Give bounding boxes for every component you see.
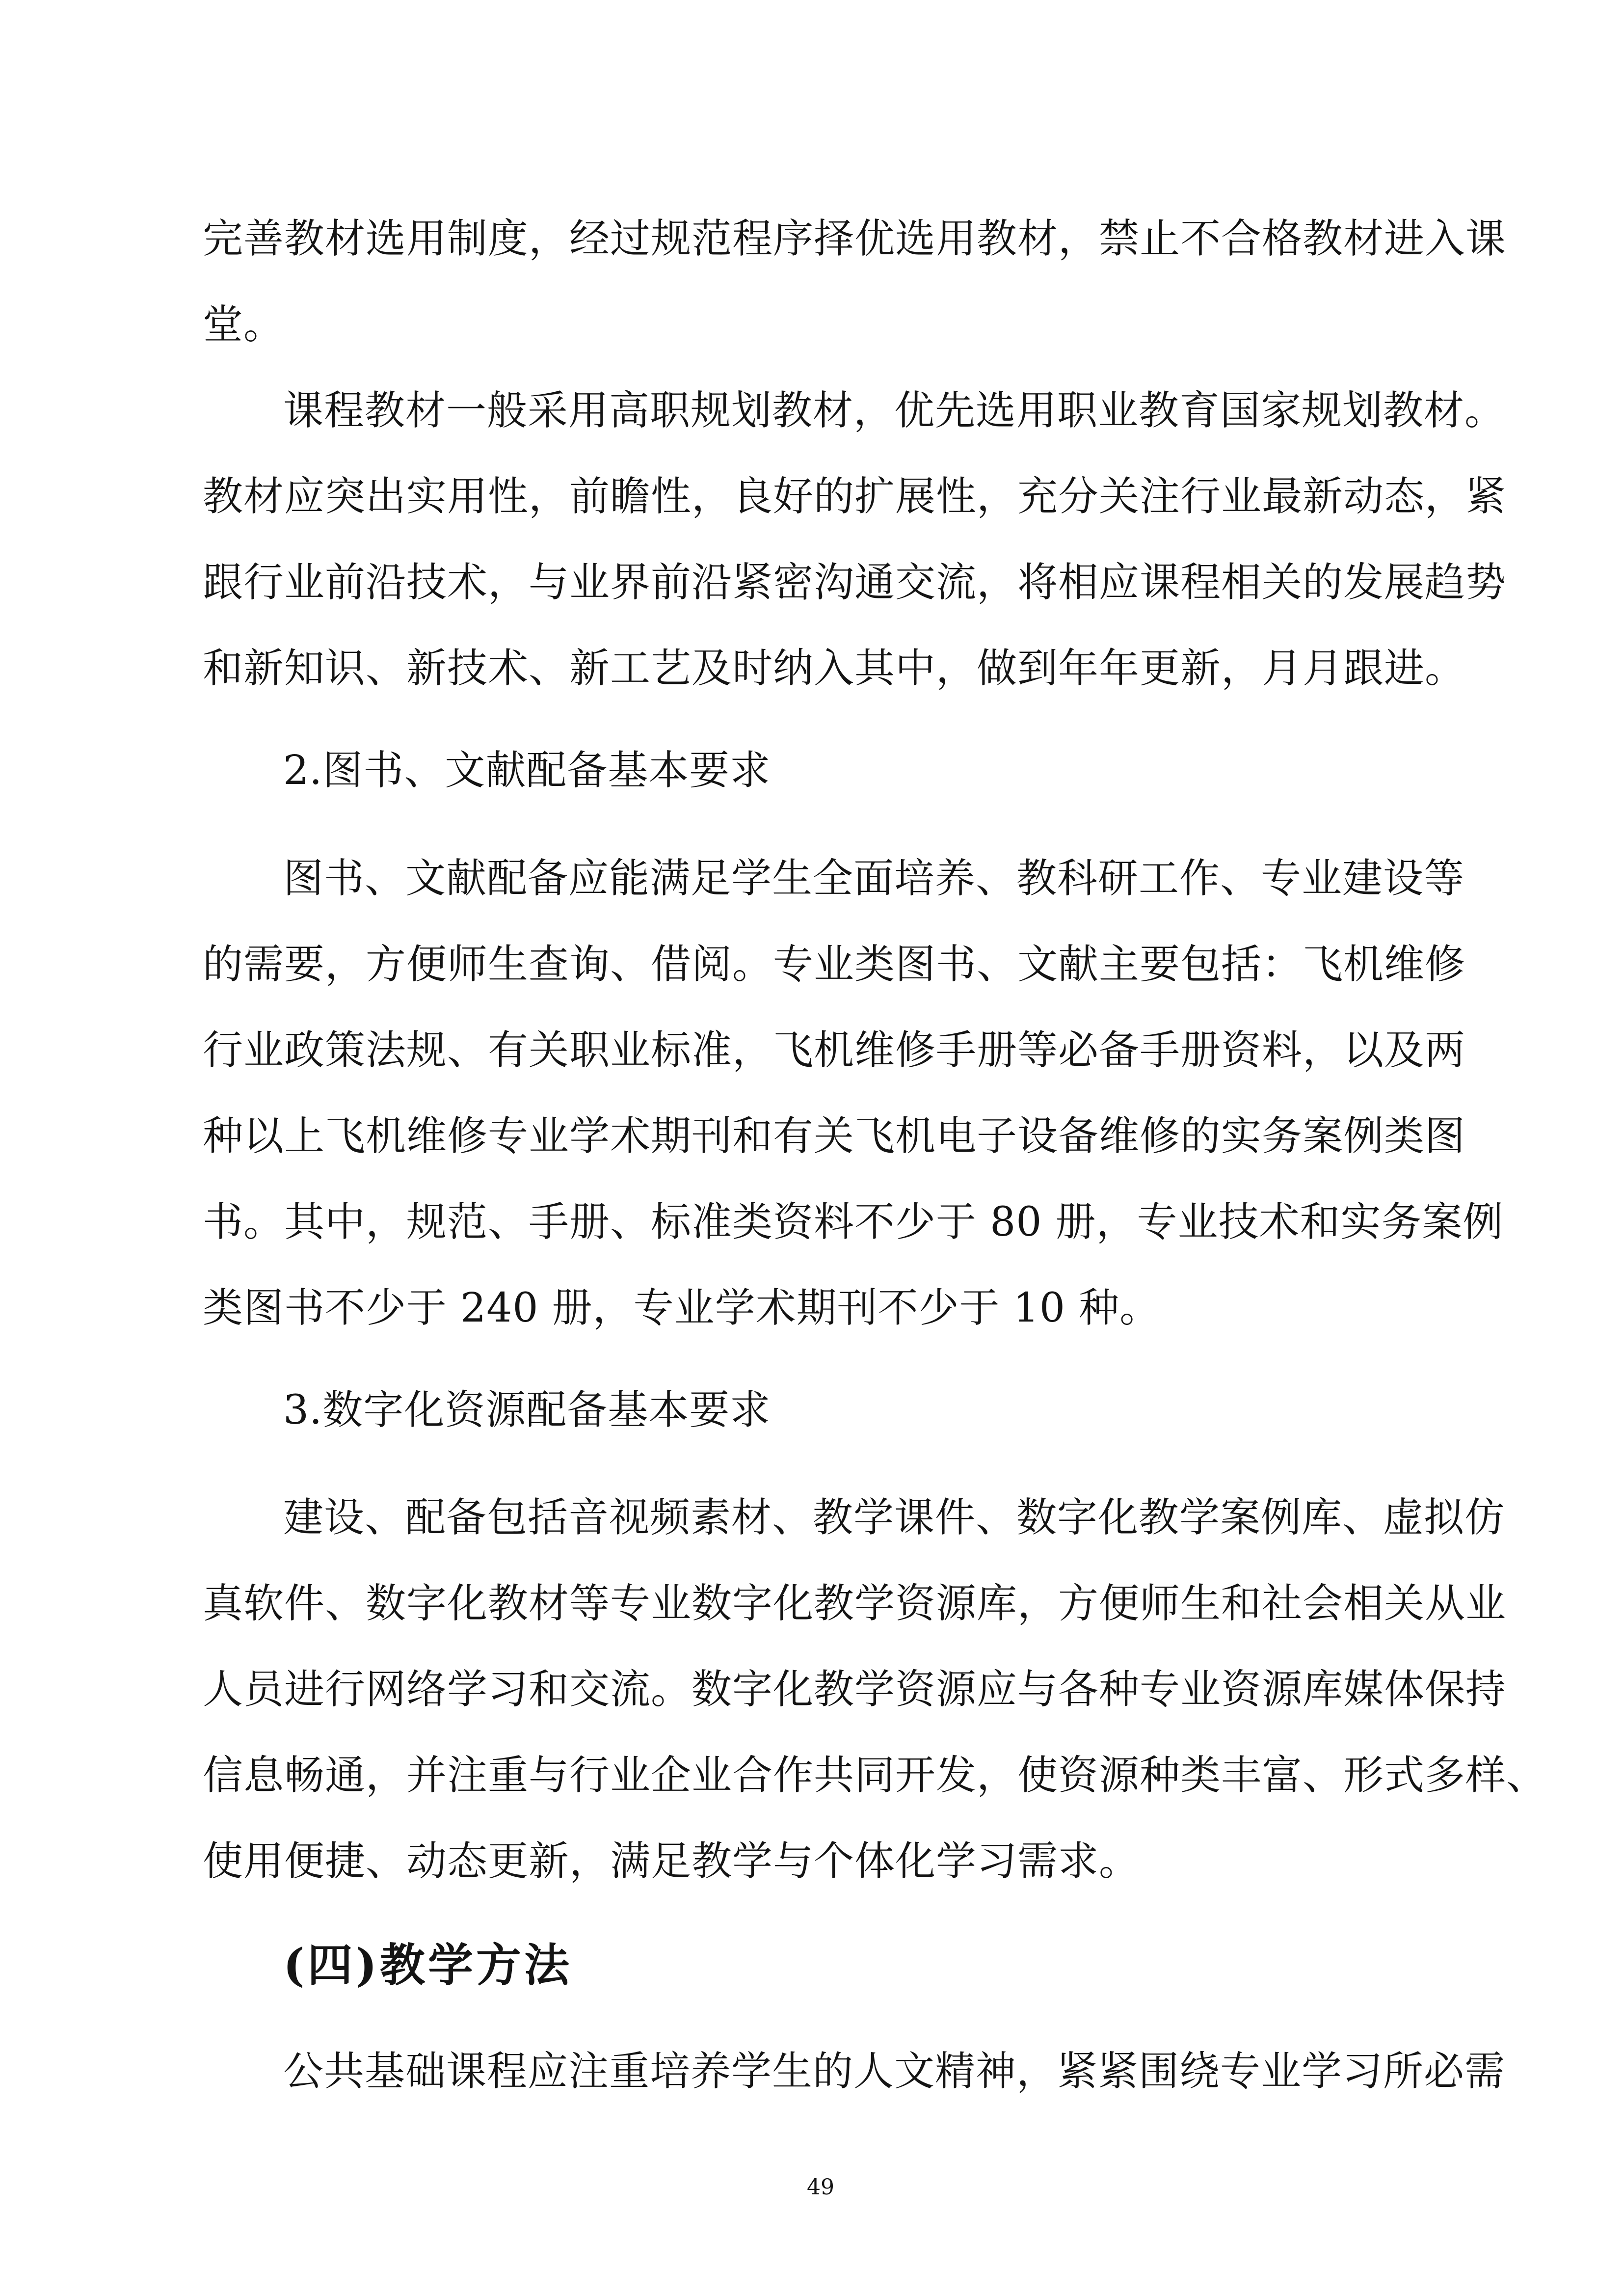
- text-line: 教材应突出实用性，前瞻性，良好的扩展性，充分关注行业最新动态，紧: [203, 473, 1507, 520]
- paragraph-first-line: 建设、配备包括音视频素材、教学课件、数字化教学案例库、虚拟仿: [283, 1494, 1506, 1541]
- text-line: 跟行业前沿技术，与业界前沿紧密沟通交流，将相应课程相关的发展趋势: [203, 559, 1507, 606]
- text-line: 类图书不少于 240 册，专业学术期刊不少于 10 种。: [203, 1285, 1161, 1331]
- text-line: 堂。: [203, 301, 285, 348]
- text-line: 书。其中，规范、手册、标准类资料不少于 80 册，专业技术和实务案例: [203, 1199, 1504, 1245]
- text-line: 的需要，方便师生查询、借阅。专业类图书、文献主要包括：飞机维修: [203, 941, 1466, 988]
- text-line: 信息畅通，并注重与行业企业合作共同开发，使资源种类丰富、形式多样、: [203, 1752, 1547, 1799]
- text-line: 和新知识、新技术、新工艺及时纳入其中，做到年年更新，月月跟进。: [203, 645, 1466, 692]
- subsection-heading: 3.数字化资源配备基本要求: [283, 1387, 771, 1433]
- paragraph-first-line: 课程教材一般采用高职规划教材，优先选用职业教育国家规划教材。: [283, 387, 1506, 434]
- text-line: 真软件、数字化教材等专业数字化教学资源库，方便师生和社会相关从业: [203, 1580, 1507, 1627]
- page-number: 49: [807, 2175, 834, 2200]
- text-line: 使用便捷、动态更新，满足教学与个体化学习需求。: [203, 1838, 1140, 1885]
- paragraph-first-line: 图书、文献配备应能满足学生全面培养、教科研工作、专业建设等: [283, 855, 1465, 902]
- section-heading: (四)教学方法: [283, 1939, 573, 1992]
- text-line: 完善教材选用制度，经过规范程序择优选用教材，禁止不合格教材进入课: [203, 216, 1507, 262]
- paragraph-first-line: 公共基础课程应注重培养学生的人文精神，紧紧围绕专业学习所必需: [283, 2048, 1506, 2095]
- subsection-heading: 2.图书、文献配备基本要求: [283, 747, 771, 794]
- text-line: 种以上飞机维修专业学术期刊和有关飞机电子设备维修的实务案例类图: [203, 1113, 1466, 1160]
- text-line: 人员进行网络学习和交流。数字化教学资源应与各种专业资源库媒体保持: [203, 1666, 1507, 1713]
- text-line: 行业政策法规、有关职业标准，飞机维修手册等必备手册资料，以及两: [203, 1027, 1466, 1074]
